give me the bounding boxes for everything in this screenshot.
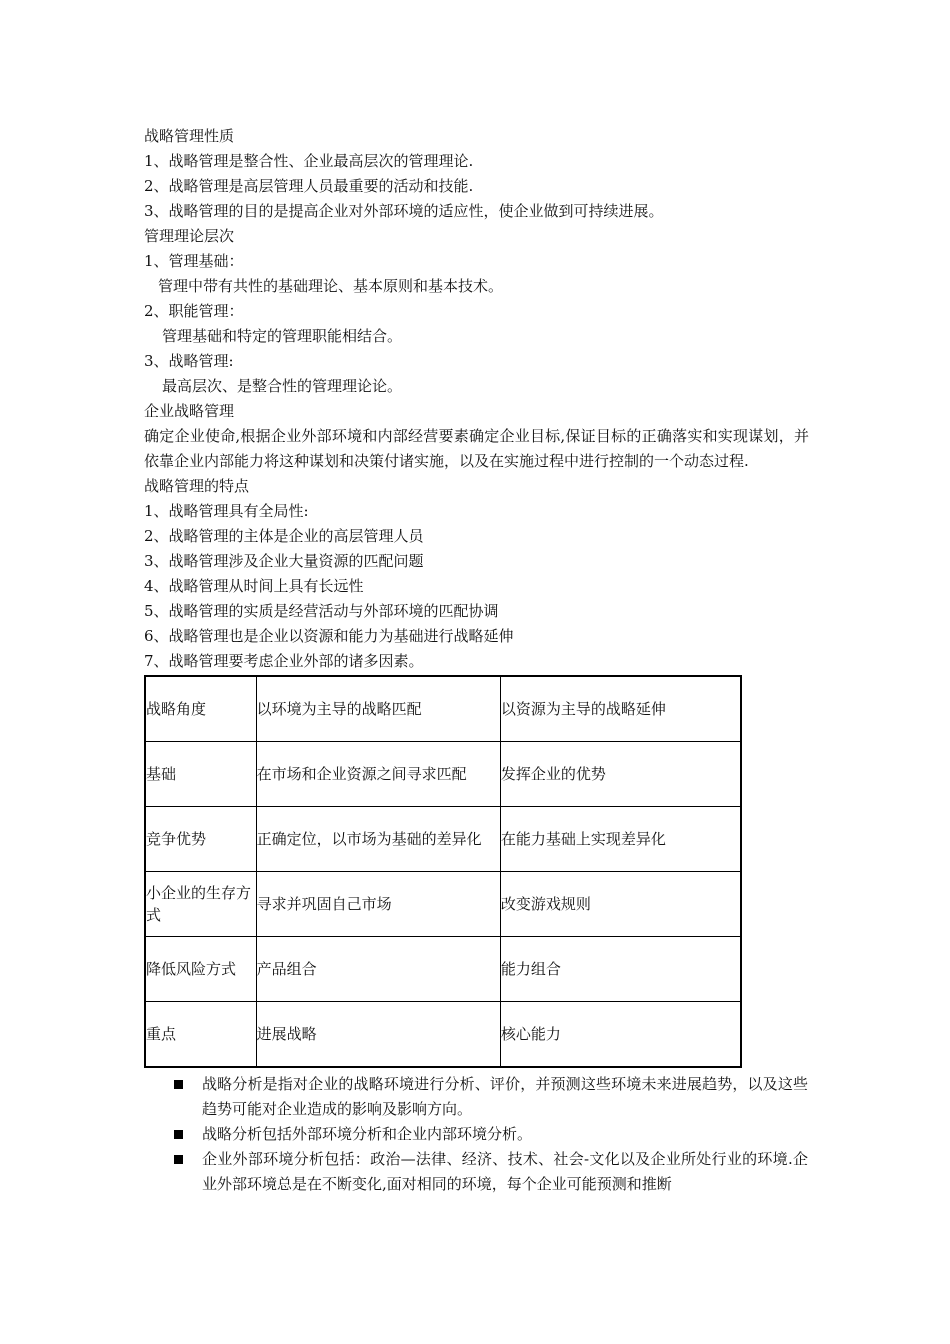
table-cell: 基础 (145, 742, 256, 807)
list-item: 2、战略管理是高层管理人员最重要的活动和技能. (144, 177, 474, 195)
level-description: 管理基础和特定的管理职能相结合。 (162, 327, 403, 345)
list-item: 2、战略管理的主体是企业的高层管理人员 (144, 527, 424, 545)
table-row (145, 742, 741, 807)
table-row (145, 807, 741, 872)
bullet-item (144, 1072, 808, 1122)
level-description: 管理中带有共性的基础理论、基本原则和基本技术。 (158, 277, 504, 295)
level-description: 最高层次、是整合性的管理理论论。 (162, 377, 403, 395)
list-item: 3、战略管理涉及企业大量资源的匹配问题 (144, 552, 424, 570)
list-item: 5、战略管理的实质是经营活动与外部环境的匹配协调 (144, 602, 499, 620)
table-cell: 以环境为主导的战略匹配 (256, 676, 500, 742)
table-cell: 改变游戏规则 (500, 872, 741, 937)
table-cell: 进展战略 (256, 1002, 500, 1068)
table-cell: 在市场和企业资源之间寻求匹配 (256, 742, 500, 807)
bullet-item (144, 1122, 808, 1147)
table-cell: 产品组合 (256, 937, 500, 1002)
table-cell: 寻求并巩固自己市场 (256, 872, 500, 937)
table-cell: 竞争优势 (145, 807, 256, 872)
table-cell: 发挥企业的优势 (500, 742, 741, 807)
section-title: 战略管理性质 (144, 127, 235, 145)
table-cell: 降低风险方式 (145, 937, 256, 1002)
table-cell: 能力组合 (500, 937, 741, 1002)
bullet-text: 战略分析是指对企业的战略环境进行分析、评价，并预测这些环境未来进展趋势，以及这些趋势可能对企业造成的影响及影响方向。 (202, 1075, 808, 1118)
table-row (145, 1002, 741, 1068)
section-title: 企业战略管理 (144, 402, 235, 420)
list-item: 1、战略管理具有全局性: (144, 502, 309, 520)
table-cell: 正确定位，以市场为基础的差异化 (256, 807, 500, 872)
bullet-text: 企业外部环境分析包括：政治—法律、经济、技术、社会-文化以及企业所处行业的环境.企业外部环境总是在不断变化,面对相同的环境，每个企业可能预测和推断 (202, 1150, 808, 1193)
table-cell: 战略角度 (145, 676, 256, 742)
table-cell: 小企业的生存方式 (145, 872, 256, 937)
document-page (144, 124, 814, 1197)
square-bullet-icon (174, 1080, 183, 1089)
list-item: 3、战略管理的目的是提高企业对外部环境的适应性，使企业做到可持续进展。 (144, 202, 664, 220)
comparison-table (144, 675, 742, 1068)
square-bullet-icon (174, 1155, 183, 1164)
level-heading: 3、战略管理: (144, 352, 234, 370)
level-heading: 2、职能管理： (144, 302, 244, 320)
table-row (145, 676, 741, 742)
table-cell: 核心能力 (500, 1002, 741, 1068)
table-cell: 在能力基础上实现差异化 (500, 807, 741, 872)
bullet-text: 战略分析包括外部环境分析和企业内部环境分析。 (202, 1125, 533, 1143)
list-item: 1、战略管理是整合性、企业最高层次的管理理论. (144, 152, 474, 170)
section-title: 战略管理的特点 (144, 477, 250, 495)
list-item: 4、战略管理从时间上具有长远性 (144, 577, 364, 595)
bullet-list (144, 1072, 814, 1197)
square-bullet-icon (174, 1130, 183, 1139)
bullet-item (144, 1147, 808, 1197)
definition-paragraph: 确定企业使命,根据企业外部环境和内部经营要素确定企业目标,保证目标的正确落实和实现谋划，并依靠企业内部能力将这种谋划和决策付诸实施，以及在实施过程中进行控制的一个动态过程. (144, 427, 809, 470)
table-row (145, 872, 741, 937)
section-title: 管理理论层次 (144, 227, 235, 245)
table-cell: 重点 (145, 1002, 256, 1068)
level-heading: 1、管理基础： (144, 252, 244, 270)
list-item: 7、战略管理要考虑企业外部的诸多因素。 (144, 652, 424, 670)
list-item: 6、战略管理也是企业以资源和能力为基础进行战略延伸 (144, 627, 514, 645)
table-row (145, 937, 741, 1002)
table-cell: 以资源为主导的战略延伸 (500, 676, 741, 742)
